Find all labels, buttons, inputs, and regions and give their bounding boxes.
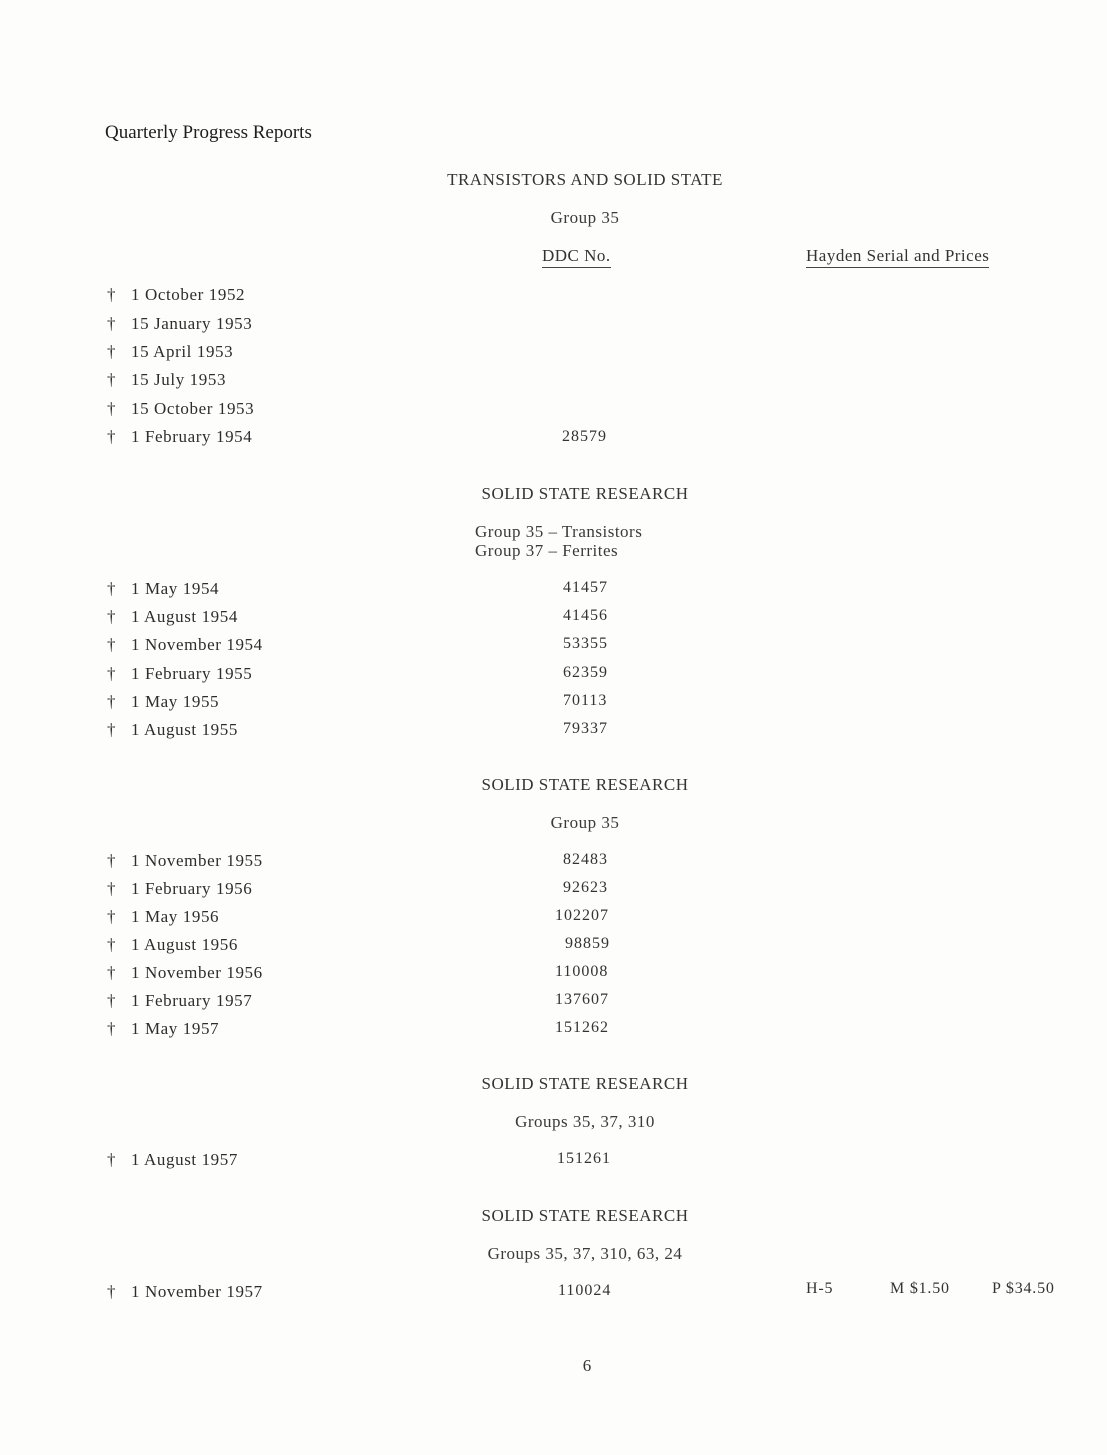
dagger-mark: † [107, 991, 117, 1010]
ddc-number: 137607 [555, 991, 609, 1008]
entry-date: † 1 February 1957 [107, 991, 253, 1010]
entry-date: † 1 August 1956 [107, 935, 238, 954]
dagger-mark: † [107, 664, 117, 683]
dagger-mark: † [107, 342, 117, 361]
price-microfiche: M $1.50 [890, 1280, 950, 1297]
entry-date: † 1 November 1955 [107, 851, 263, 870]
dagger-mark: † [107, 692, 117, 711]
dagger-mark: † [107, 907, 117, 926]
entry-date: † 1 May 1957 [107, 1019, 220, 1038]
ddc-number: 102207 [555, 907, 609, 924]
ddc-number: 110024 [558, 1282, 612, 1299]
entry-date: † 15 October 1953 [107, 399, 255, 418]
section-group: Group 37 – Ferrites [475, 541, 619, 560]
dagger-mark: † [107, 607, 117, 626]
section-heading: TRANSISTORS AND SOLID STATE [447, 170, 723, 189]
section-group: Group 35 – Transistors [475, 522, 643, 541]
section-group: Groups 35, 37, 310, 63, 24 [487, 1244, 683, 1263]
dagger-mark: † [107, 851, 117, 870]
entry-date: † 1 August 1955 [107, 720, 238, 739]
ddc-number: 98859 [565, 935, 610, 952]
ddc-number: 92623 [563, 879, 608, 896]
section-heading: SOLID STATE RESEARCH [481, 484, 689, 503]
dagger-mark: † [107, 1282, 117, 1301]
hayden-serial: H-5 [806, 1280, 834, 1297]
hayden-column-header: Hayden Serial and Prices [806, 246, 989, 268]
dagger-mark: † [107, 314, 117, 333]
entry-date: † 1 May 1954 [107, 579, 220, 598]
entry-date: † 15 January 1953 [107, 314, 253, 333]
entry-date: † 1 May 1955 [107, 692, 220, 711]
dagger-mark: † [107, 635, 117, 654]
ddc-number: 41456 [563, 607, 608, 624]
ddc-number: 151261 [557, 1150, 611, 1167]
ddc-number: 151262 [555, 1019, 609, 1036]
entry-date: † 1 November 1957 [107, 1282, 263, 1301]
section-heading: SOLID STATE RESEARCH [481, 1074, 689, 1093]
price-paper: P $34.50 [992, 1280, 1055, 1297]
entry-date: † 1 August 1957 [107, 1150, 238, 1169]
ddc-column-header: DDC No. [542, 246, 611, 268]
dagger-mark: † [107, 963, 117, 982]
ddc-number: 82483 [563, 851, 608, 868]
dagger-mark: † [107, 427, 117, 446]
entry-date: † 1 November 1954 [107, 635, 263, 654]
page-number: 6 [582, 1356, 592, 1375]
dagger-mark: † [107, 1150, 117, 1169]
entry-date: † 15 July 1953 [107, 370, 227, 389]
section-group: Group 35 [550, 813, 620, 832]
dagger-mark: † [107, 1019, 117, 1038]
dagger-mark: † [107, 935, 117, 954]
section-heading: SOLID STATE RESEARCH [481, 775, 689, 794]
ddc-number: 62359 [563, 664, 608, 681]
dagger-mark: † [107, 579, 117, 598]
section-group: Groups 35, 37, 310 [515, 1112, 655, 1131]
entry-date: † 1 August 1954 [107, 607, 238, 626]
entry-date: † 15 April 1953 [107, 342, 234, 361]
page-title: Quarterly Progress Reports [105, 122, 312, 143]
entry-date: † 1 October 1952 [107, 285, 246, 304]
entry-date: † 1 November 1956 [107, 963, 263, 982]
dagger-mark: † [107, 399, 117, 418]
dagger-mark: † [107, 720, 117, 739]
ddc-number: 28579 [562, 428, 607, 445]
ddc-number: 110008 [555, 963, 609, 980]
section-group: Group 35 [550, 208, 620, 227]
entry-date: † 1 May 1956 [107, 907, 220, 926]
ddc-number: 41457 [563, 579, 608, 596]
entry-date: † 1 February 1954 [107, 427, 253, 446]
entry-date: † 1 February 1956 [107, 879, 253, 898]
ddc-number: 70113 [563, 692, 608, 709]
section-heading: SOLID STATE RESEARCH [481, 1206, 689, 1225]
entry-date: † 1 February 1955 [107, 664, 253, 683]
dagger-mark: † [107, 879, 117, 898]
dagger-mark: † [107, 285, 117, 304]
ddc-number: 53355 [563, 635, 608, 652]
dagger-mark: † [107, 370, 117, 389]
ddc-number: 79337 [563, 720, 608, 737]
